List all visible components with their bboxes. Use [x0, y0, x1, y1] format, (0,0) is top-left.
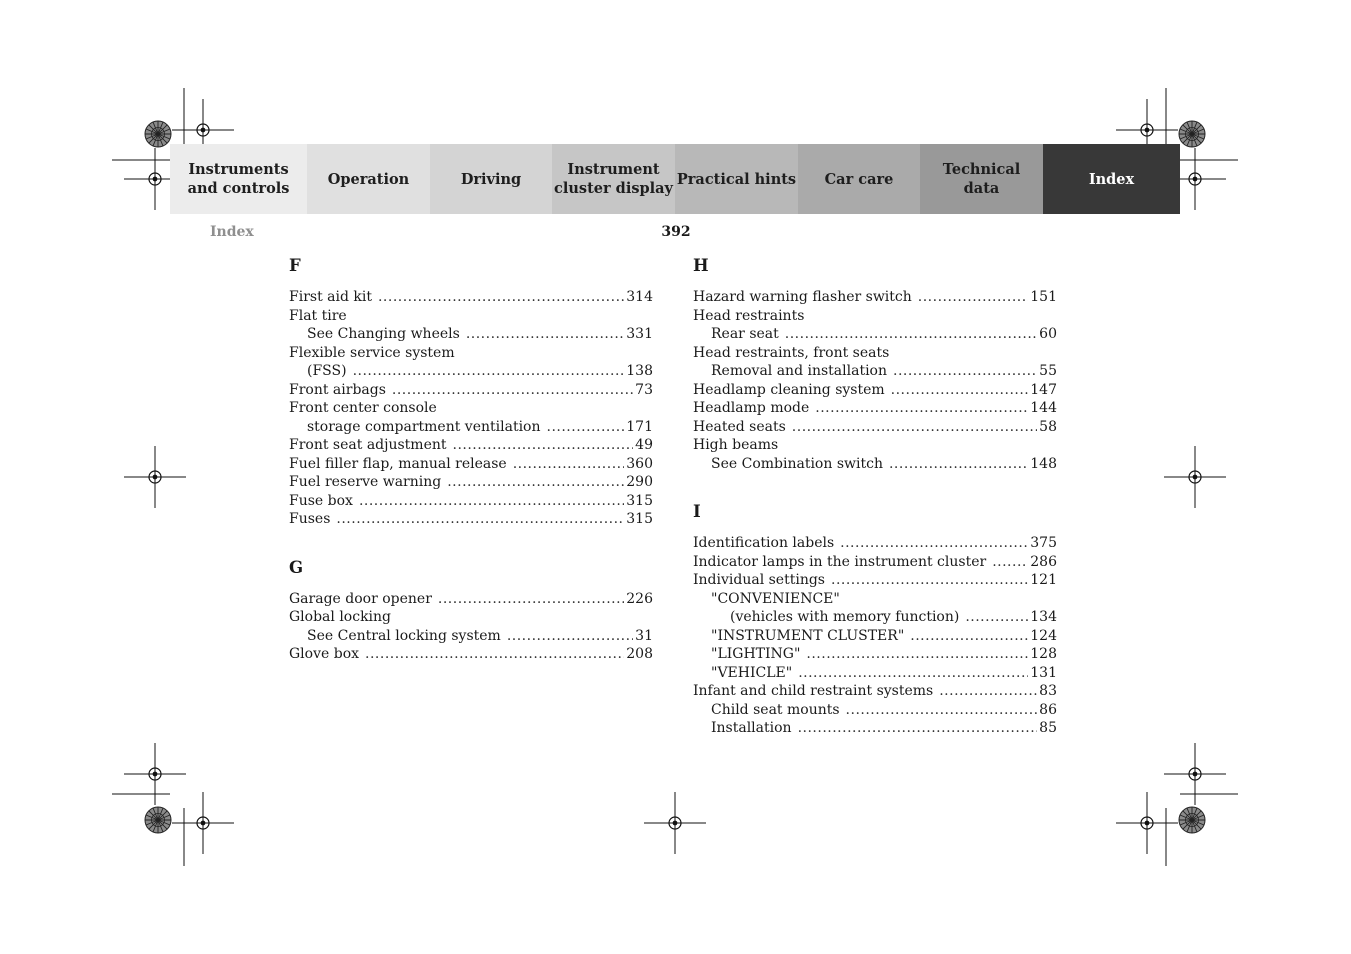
tab-car-care[interactable]: Car care	[798, 144, 920, 214]
entry-label: (FSS)	[307, 363, 347, 379]
dot-leader	[798, 719, 1038, 738]
entry-page-number[interactable]: 121	[1030, 572, 1057, 588]
entry-label: First aid kit	[289, 289, 372, 305]
entry-page-number[interactable]: 128	[1030, 646, 1057, 662]
index-entry[interactable]	[693, 627, 1057, 646]
index-entry[interactable]	[693, 455, 1057, 474]
dot-leader	[353, 362, 625, 381]
entry-label: Child seat mounts	[711, 701, 840, 718]
entry-page-number[interactable]: 151	[1030, 289, 1057, 305]
index-entry[interactable]	[693, 362, 1057, 381]
page-number: 392	[661, 224, 691, 240]
index-entry[interactable]	[693, 534, 1057, 553]
entry-label: Fuel filler flap, manual release	[289, 455, 507, 472]
entry-label: Fuel reserve warning	[289, 474, 442, 490]
dot-leader	[336, 510, 624, 529]
index-entry: Flat tire	[289, 307, 347, 324]
index-entry[interactable]	[693, 701, 1057, 720]
dot-leader	[466, 325, 624, 344]
tab-technical-data[interactable]: Technical data	[920, 144, 1043, 214]
index-entry[interactable]	[289, 325, 653, 344]
index-entry[interactable]	[693, 664, 1057, 683]
index-entry: High beams	[693, 437, 779, 453]
entry-page-number[interactable]: 148	[1030, 455, 1057, 472]
dot-leader	[365, 645, 624, 664]
entry-page-number[interactable]: 124	[1030, 627, 1057, 644]
entry-page-number[interactable]: 171	[626, 418, 653, 435]
entry-label: Rear seat	[711, 326, 779, 342]
tab-practical-hints[interactable]: Practical hints	[675, 144, 798, 214]
entry-label: Front seat adjustment	[289, 437, 447, 453]
index-section-f	[289, 256, 653, 529]
index-section-i	[693, 502, 1057, 738]
entry-label: Headlamp mode	[693, 400, 810, 416]
entry-label: Headlamp cleaning system	[693, 381, 885, 398]
index-entry[interactable]	[289, 381, 653, 400]
index-entry: Head restraints	[693, 307, 805, 324]
tab-instrument-cluster-display[interactable]: Instrument cluster display	[552, 144, 675, 214]
entry-page-number[interactable]: 314	[626, 289, 653, 305]
entry-page-number[interactable]: 73	[635, 381, 653, 398]
index-entry[interactable]	[693, 571, 1057, 590]
entry-label: See Central locking system	[307, 627, 501, 644]
index-entry: Head restraints, front seats	[693, 344, 890, 361]
index-entry[interactable]	[693, 608, 1057, 627]
entry-label: See Changing wheels	[307, 326, 460, 342]
dot-leader	[453, 436, 634, 455]
index-entry[interactable]	[289, 362, 653, 381]
entry-label: "LIGHTING"	[711, 646, 801, 662]
running-head-section: Index	[210, 224, 254, 240]
entry-label: Removal and installation	[711, 363, 887, 379]
entry-page-number[interactable]: 138	[626, 363, 653, 379]
dot-leader	[547, 418, 625, 437]
dot-leader	[939, 682, 1037, 701]
entry-page-number[interactable]: 286	[1030, 553, 1057, 570]
index-entry[interactable]	[693, 381, 1057, 400]
entry-label: "INSTRUMENT CLUSTER"	[711, 627, 905, 644]
entry-label: Glove box	[289, 646, 360, 662]
entry-page-number[interactable]: 131	[1030, 664, 1057, 681]
tab-index[interactable]: Index	[1043, 144, 1180, 214]
entry-label: Individual settings	[693, 572, 825, 588]
dot-leader	[889, 455, 1028, 474]
entry-page-number[interactable]: 360	[626, 455, 653, 472]
index-entry[interactable]	[693, 682, 1057, 701]
tab-instruments-and-controls[interactable]: Instruments and controls	[170, 144, 307, 214]
entry-label: Heated seats	[693, 418, 786, 435]
dot-leader	[447, 473, 624, 492]
index-entry[interactable]	[289, 645, 653, 664]
entry-label: Hazard warning flasher switch	[693, 289, 912, 305]
dot-leader	[891, 381, 1029, 400]
entry-page-number[interactable]: 226	[626, 590, 653, 607]
index-section-h	[693, 256, 1057, 473]
index-entry[interactable]	[693, 399, 1057, 418]
entry-label: Indicator lamps in the instrument cluster	[693, 553, 987, 570]
dot-leader	[359, 492, 624, 511]
dot-leader	[392, 381, 633, 400]
entry-page-number[interactable]: 134	[1030, 609, 1057, 625]
dot-leader	[507, 627, 633, 646]
index-entry[interactable]	[693, 645, 1057, 664]
dot-leader	[831, 571, 1028, 590]
index-entry[interactable]	[289, 473, 653, 492]
entry-label: storage compartment ventilation	[307, 418, 541, 435]
dot-leader	[792, 418, 1037, 437]
index-entry: Flexible service system	[289, 344, 455, 361]
dot-leader	[378, 288, 624, 307]
index-entry[interactable]	[289, 455, 653, 474]
section-letter: I	[693, 502, 701, 521]
entry-label: "VEHICLE"	[711, 664, 793, 681]
index-entry[interactable]	[693, 418, 1057, 437]
index-entry[interactable]	[289, 590, 653, 609]
entry-page-number[interactable]: 315	[626, 492, 653, 509]
index-column-right	[693, 256, 1057, 767]
entry-page-number[interactable]: 144	[1030, 400, 1057, 416]
entry-label: See Combination switch	[711, 455, 883, 472]
entry-label: Front airbags	[289, 381, 386, 398]
index-section-g	[289, 558, 653, 664]
dot-leader	[840, 534, 1028, 553]
index-entry: Front center console	[289, 400, 437, 416]
entry-label: Fuse box	[289, 492, 353, 509]
entry-page-number[interactable]: 331	[626, 326, 653, 342]
index-entry[interactable]	[289, 288, 653, 307]
dot-leader	[806, 645, 1028, 664]
dot-leader	[893, 362, 1037, 381]
entry-page-number[interactable]: 60	[1039, 326, 1057, 342]
entry-page-number[interactable]: 55	[1039, 363, 1057, 379]
dot-leader	[513, 455, 625, 474]
index-entry[interactable]	[693, 325, 1057, 344]
entry-page-number[interactable]: 31	[635, 627, 653, 644]
dot-leader	[965, 608, 1028, 627]
dot-leader	[438, 590, 624, 609]
entry-label: Infant and child restraint systems	[693, 683, 934, 699]
index-entry: "CONVENIENCE"	[711, 590, 840, 607]
dot-leader	[846, 701, 1038, 720]
index-entry[interactable]	[289, 492, 653, 511]
index-column-left	[289, 256, 653, 693]
section-letter: H	[693, 256, 709, 275]
chapter-tab-bar	[170, 144, 1180, 214]
index-entry: Global locking	[289, 609, 392, 625]
dot-leader	[910, 627, 1028, 646]
dot-leader	[798, 664, 1028, 683]
dot-leader	[918, 288, 1028, 307]
entry-label: Installation	[711, 720, 792, 736]
entry-label: Garage door opener	[289, 590, 432, 607]
dot-leader	[815, 399, 1028, 418]
entry-page-number[interactable]: 290	[626, 474, 653, 490]
section-letter: F	[289, 256, 301, 275]
entry-page-number[interactable]: 58	[1039, 418, 1057, 435]
index-entry[interactable]	[289, 418, 653, 437]
entry-page-number[interactable]: 147	[1030, 381, 1057, 398]
entry-page-number[interactable]: 208	[626, 646, 653, 662]
entry-page-number[interactable]: 315	[626, 511, 653, 527]
dot-leader	[785, 325, 1037, 344]
index-entry[interactable]	[289, 510, 653, 529]
index-entry[interactable]	[289, 436, 653, 455]
dot-leader	[992, 553, 1028, 572]
index-entry[interactable]	[693, 288, 1057, 307]
index-entry[interactable]	[693, 553, 1057, 572]
tab-driving[interactable]: Driving	[430, 144, 552, 214]
tab-operation[interactable]: Operation	[307, 144, 430, 214]
entry-page-number[interactable]: 86	[1039, 701, 1057, 718]
index-entry[interactable]	[289, 627, 653, 646]
section-letter: G	[289, 557, 304, 577]
entry-page-number[interactable]: 85	[1039, 720, 1057, 736]
entry-label: Fuses	[289, 511, 331, 527]
entry-page-number[interactable]: 83	[1039, 683, 1057, 699]
entry-page-number[interactable]: 49	[635, 437, 653, 453]
entry-label: (vehicles with memory function)	[730, 609, 960, 625]
entry-page-number[interactable]: 375	[1030, 535, 1057, 551]
entry-label: Identification labels	[693, 535, 835, 551]
index-entry[interactable]	[693, 719, 1057, 738]
